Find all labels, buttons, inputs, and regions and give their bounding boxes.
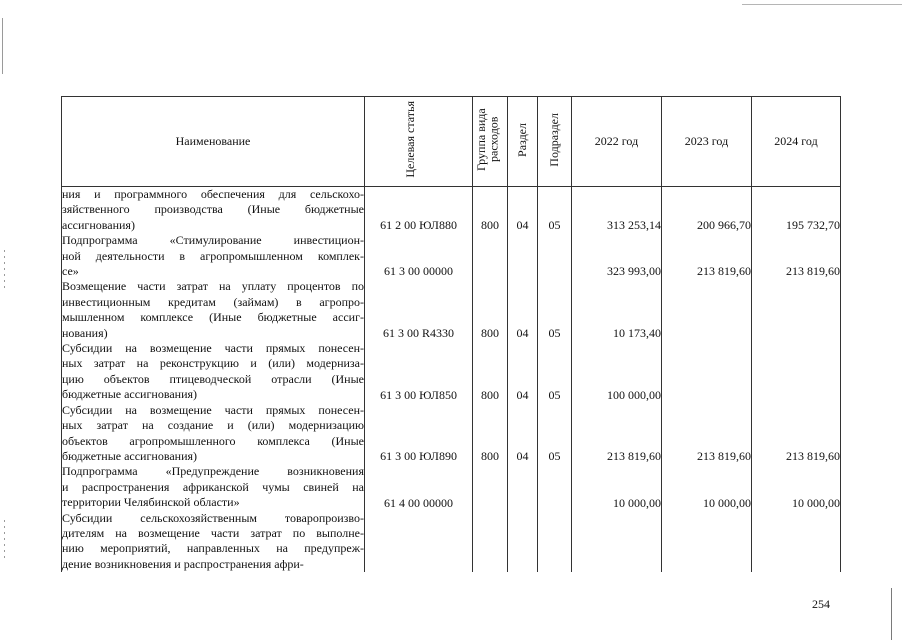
row-name-line: инвестиционным кредитам (займам) в агропро- [62, 294, 364, 309]
row-name-line: зяйственного производства (Иные бюджетные [62, 202, 364, 217]
row-name-line: Подпрограмма «Стимулирование инвестицион- [62, 233, 364, 248]
row-subsection [538, 511, 572, 573]
table-row [62, 511, 841, 573]
row-name [62, 279, 365, 341]
row-name-line: ния и программного обеспечения для сельскохо- [62, 187, 364, 201]
row-value-2023 [662, 279, 752, 341]
row-expense-group [473, 511, 508, 573]
header-2024: 2024 год [752, 97, 841, 187]
table-row [62, 187, 841, 234]
row-value-2024: 213 819,60 [752, 403, 841, 465]
row-subsection [538, 233, 572, 279]
row-name-line: ных затрат на создание и (или) модернизацию [62, 418, 364, 433]
row-value-2022: 313 253,14 [572, 187, 662, 234]
row-name-line: цию объектов птицеводческой отрасли (Иные [62, 371, 364, 386]
row-value-2023: 213 819,60 [662, 233, 752, 279]
row-name-line: Подпрограмма «Предупреждение возникновения [62, 464, 364, 479]
row-name-line: Субсидии на возмещение части прямых понесен- [62, 402, 364, 417]
table-row [62, 233, 841, 279]
row-name-line: Субсидии сельскохозяйственным товаропроизво- [62, 510, 364, 525]
row-name-line: се» [62, 264, 79, 279]
row-value-2023 [662, 341, 752, 403]
row-target-article [365, 511, 473, 573]
row-target-article: 61 3 00 00000 [365, 233, 473, 279]
header-2022: 2022 год [572, 97, 662, 187]
row-expense-group [473, 464, 508, 510]
header-subsection: Подраздел [538, 97, 572, 187]
row-subsection: 05 [538, 403, 572, 465]
row-section: 04 [508, 279, 538, 341]
row-name [62, 403, 365, 465]
row-name-line: ассигнования) [62, 217, 135, 232]
row-name [62, 464, 365, 510]
row-value-2022 [572, 511, 662, 573]
row-value-2022: 213 819,60 [572, 403, 662, 465]
row-expense-group: 800 [473, 279, 508, 341]
row-value-2023: 213 819,60 [662, 403, 752, 465]
row-expense-group: 800 [473, 341, 508, 403]
row-name-line: бюджетные ассигнования) [62, 448, 198, 463]
row-name-line: объектов агропромышленного комплекса (Иные [62, 433, 364, 448]
row-name-line: дение возникновения и распространения афри- [62, 556, 304, 571]
header-target-article: Целевая статья [365, 97, 473, 187]
row-name [62, 233, 365, 279]
table-row [62, 403, 841, 465]
header-2023: 2023 год [662, 97, 752, 187]
scan-edge-line [891, 588, 892, 640]
row-expense-group [473, 233, 508, 279]
row-name-line: Субсидии на возмещение части прямых понесен- [62, 341, 364, 356]
header-section: Раздел [508, 97, 538, 187]
header-expense-group: Группа вида расходов [473, 97, 508, 187]
row-name-line: нию мероприятий, направленных на предупреж- [62, 541, 364, 556]
row-name [62, 187, 365, 234]
row-name-line: ной деятельности в агропромышленном комплек- [62, 248, 364, 263]
row-name-line: Возмещение части затрат на уплату процентов по [62, 279, 364, 294]
row-section: 04 [508, 187, 538, 234]
header-name: Наименование [62, 97, 365, 187]
row-value-2022: 10 173,40 [572, 279, 662, 341]
table-row [62, 279, 841, 341]
row-expense-group: 800 [473, 187, 508, 234]
row-section [508, 511, 538, 573]
scan-edge-line [2, 18, 3, 74]
row-section [508, 233, 538, 279]
row-section [508, 464, 538, 510]
row-target-article: 61 3 00 R4330 [365, 279, 473, 341]
row-value-2024 [752, 279, 841, 341]
row-subsection [538, 464, 572, 510]
row-subsection: 05 [538, 187, 572, 234]
scan-artifact [4, 520, 5, 560]
table-row [62, 464, 841, 510]
row-target-article: 61 2 00 ЮЛ880 [365, 187, 473, 234]
row-section: 04 [508, 341, 538, 403]
row-subsection: 05 [538, 341, 572, 403]
row-name-line: ных затрат на реконструкцию и (или) модерниза- [62, 356, 364, 371]
row-value-2022: 100 000,00 [572, 341, 662, 403]
scan-artifact [4, 250, 5, 290]
row-name-line: бюджетные ассигнования) [62, 387, 198, 402]
row-expense-group: 800 [473, 403, 508, 465]
row-value-2023: 200 966,70 [662, 187, 752, 234]
row-name-line: территории Челябинской области» [62, 495, 240, 510]
row-value-2024: 195 732,70 [752, 187, 841, 234]
row-value-2022: 323 993,00 [572, 233, 662, 279]
row-subsection: 05 [538, 279, 572, 341]
row-name [62, 341, 365, 403]
row-name-line: дителям на возмещение части затрат по выполне- [62, 525, 364, 540]
row-value-2024 [752, 341, 841, 403]
table-header-row [62, 97, 841, 187]
scan-edge-line [742, 4, 902, 5]
row-value-2023 [662, 511, 752, 573]
row-target-article: 61 4 00 00000 [365, 464, 473, 510]
row-target-article: 61 3 00 ЮЛ850 [365, 341, 473, 403]
row-name-line: и распространения африканской чумы свиней на [62, 479, 364, 494]
row-name-line: нования) [62, 325, 108, 340]
budget-table [61, 96, 841, 572]
row-target-article: 61 3 00 ЮЛ890 [365, 403, 473, 465]
row-section: 04 [508, 403, 538, 465]
row-name [62, 511, 365, 573]
row-value-2022: 10 000,00 [572, 464, 662, 510]
row-name-line: мышленном комплексе (Иные бюджетные ассиг- [62, 310, 364, 325]
row-value-2023: 10 000,00 [662, 464, 752, 510]
page-number: 254 [812, 597, 830, 611]
row-value-2024 [752, 511, 841, 573]
table-row [62, 341, 841, 403]
row-value-2024: 213 819,60 [752, 233, 841, 279]
row-value-2024: 10 000,00 [752, 464, 841, 510]
